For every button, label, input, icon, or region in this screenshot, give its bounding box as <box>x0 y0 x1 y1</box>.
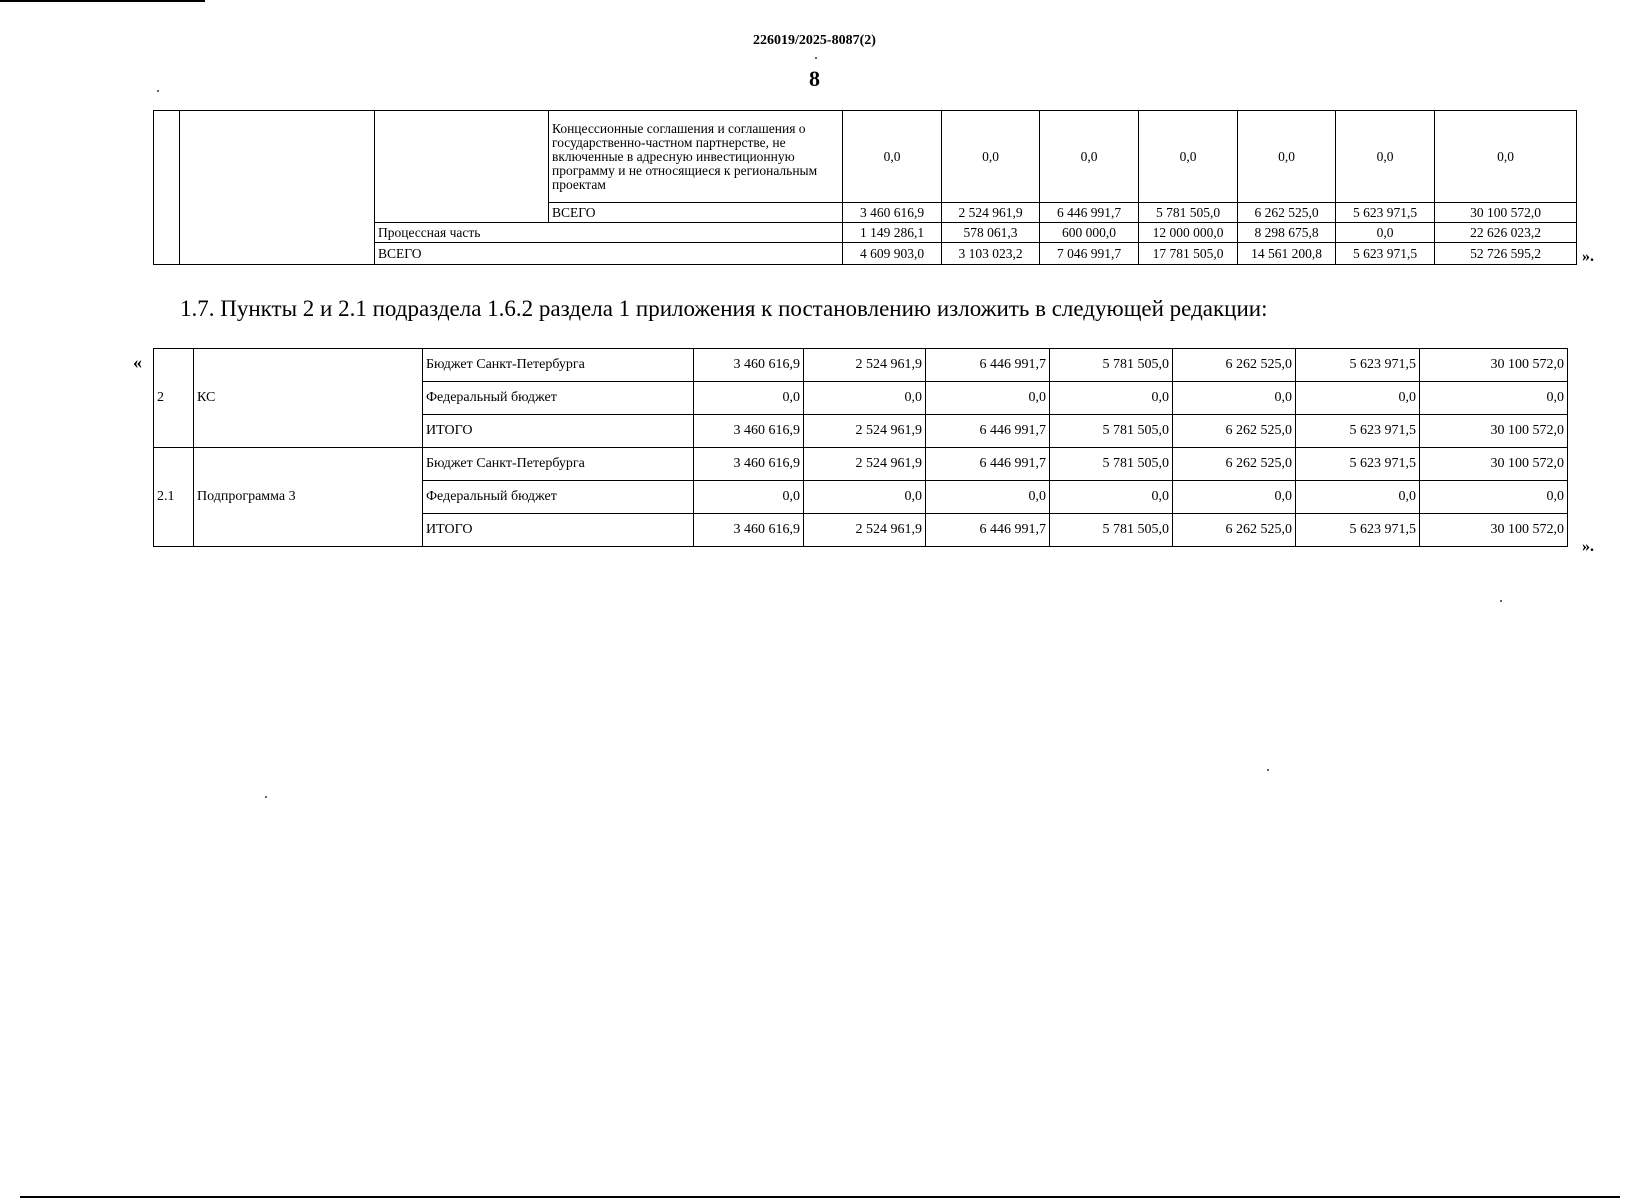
value-cell: 0,0 <box>1050 481 1173 514</box>
value-cell: 5 623 971,5 <box>1296 415 1420 448</box>
section-heading: 1.7. Пункты 2 и 2.1 подраздела 1.6.2 раздела 1 приложения к постановлению изложить в следующей редакции: <box>180 296 1268 321</box>
row-label: Федеральный бюджет <box>423 481 694 514</box>
value-cell: 0,0 <box>1173 481 1296 514</box>
row-label: Бюджет Санкт-Петербурга <box>423 349 694 382</box>
item-number: 2.1 <box>154 448 194 547</box>
item-name: КС <box>194 349 423 448</box>
value-cell: 3 460 616,9 <box>843 203 942 223</box>
row-label: Бюджет Санкт-Петербурга <box>423 448 694 481</box>
closing-quote: ». <box>1582 248 1594 265</box>
value-cell: 5 781 505,0 <box>1050 349 1173 382</box>
value-cell: 0,0 <box>1296 382 1420 415</box>
value-cell: 8 298 675,8 <box>1238 223 1336 243</box>
value-cell: 2 524 961,9 <box>804 448 926 481</box>
page-number: 8 <box>809 66 820 91</box>
value-cell: 3 103 023,2 <box>942 243 1040 265</box>
value-cell: 2 524 961,9 <box>804 514 926 547</box>
value-cell: 578 061,3 <box>942 223 1040 243</box>
budget-table-top <box>153 110 1577 265</box>
top-scan-rule <box>0 0 205 2</box>
value-cell: 30 100 572,0 <box>1420 349 1568 382</box>
value-cell: 3 460 616,9 <box>694 415 804 448</box>
value-cell: 30 100 572,0 <box>1420 415 1568 448</box>
value-cell: 6 446 991,7 <box>926 349 1050 382</box>
value-cell: 0,0 <box>942 111 1040 203</box>
value-cell: 4 609 903,0 <box>843 243 942 265</box>
opening-quote: « <box>133 352 142 372</box>
value-cell: 0,0 <box>804 481 926 514</box>
value-cell: 5 623 971,5 <box>1336 243 1435 265</box>
row-label: ИТОГО <box>423 514 694 547</box>
bottom-scan-rule <box>20 1196 1620 1198</box>
table-row <box>154 111 1577 203</box>
value-cell: 0,0 <box>1435 111 1577 203</box>
value-cell: 30 100 572,0 <box>1420 514 1568 547</box>
value-cell: 5 781 505,0 <box>1139 203 1238 223</box>
value-cell: 0,0 <box>1040 111 1139 203</box>
value-cell: 0,0 <box>1296 481 1420 514</box>
value-cell: 5 623 971,5 <box>1336 203 1435 223</box>
value-cell: 6 262 525,0 <box>1173 514 1296 547</box>
value-cell: 0,0 <box>1173 382 1296 415</box>
scan-speck <box>265 796 267 798</box>
value-cell: 6 446 991,7 <box>926 415 1050 448</box>
value-cell: 0,0 <box>926 481 1050 514</box>
value-cell: 5 623 971,5 <box>1296 448 1420 481</box>
value-cell: 6 262 525,0 <box>1173 349 1296 382</box>
value-cell: 0,0 <box>843 111 942 203</box>
row-label: Процессная часть <box>375 223 843 243</box>
row-label: Федеральный бюджет <box>423 382 694 415</box>
document-number: 226019/2025-8087(2) <box>753 33 876 48</box>
value-cell: 6 446 991,7 <box>926 514 1050 547</box>
empty-cell <box>180 111 375 265</box>
value-cell: 7 046 991,7 <box>1040 243 1139 265</box>
value-cell: 14 561 200,8 <box>1238 243 1336 265</box>
value-cell: 2 524 961,9 <box>804 349 926 382</box>
value-cell: 5 623 971,5 <box>1296 349 1420 382</box>
value-cell: 30 100 572,0 <box>1435 203 1577 223</box>
value-cell: 5 623 971,5 <box>1296 514 1420 547</box>
value-cell: 3 460 616,9 <box>694 349 804 382</box>
value-cell: 22 626 023,2 <box>1435 223 1577 243</box>
table-row <box>154 349 1568 382</box>
budget-table-bottom <box>153 348 1568 547</box>
scan-speck <box>1267 769 1269 771</box>
value-cell: 600 000,0 <box>1040 223 1139 243</box>
value-cell: 0,0 <box>1420 481 1568 514</box>
concession-label: Концессионные соглашения и соглашения о государственно-частном партнерстве, не включенные в адресную инвестиционную программу и не относящиеся к региональным проектам <box>549 111 843 203</box>
row-label: ВСЕГО <box>375 243 843 265</box>
value-cell: 5 781 505,0 <box>1050 415 1173 448</box>
value-cell: 0,0 <box>1336 223 1435 243</box>
empty-cell <box>375 111 549 223</box>
value-cell: 5 781 505,0 <box>1050 514 1173 547</box>
value-cell: 0,0 <box>926 382 1050 415</box>
value-cell: 0,0 <box>804 382 926 415</box>
value-cell: 0,0 <box>1139 111 1238 203</box>
row-label: ИТОГО <box>423 415 694 448</box>
closing-quote: ». <box>1582 538 1594 555</box>
item-number: 2 <box>154 349 194 448</box>
row-label: ВСЕГО <box>549 203 843 223</box>
value-cell: 0,0 <box>1420 382 1568 415</box>
value-cell: 30 100 572,0 <box>1420 448 1568 481</box>
scan-speck <box>815 57 817 59</box>
value-cell: 6 446 991,7 <box>1040 203 1139 223</box>
value-cell: 6 446 991,7 <box>926 448 1050 481</box>
scan-speck <box>1500 600 1502 602</box>
value-cell: 52 726 595,2 <box>1435 243 1577 265</box>
value-cell: 6 262 525,0 <box>1238 203 1336 223</box>
value-cell: 17 781 505,0 <box>1139 243 1238 265</box>
value-cell: 2 524 961,9 <box>942 203 1040 223</box>
table-row <box>154 448 1568 481</box>
value-cell: 1 149 286,1 <box>843 223 942 243</box>
value-cell: 0,0 <box>1336 111 1435 203</box>
value-cell: 5 781 505,0 <box>1050 448 1173 481</box>
value-cell: 6 262 525,0 <box>1173 448 1296 481</box>
value-cell: 3 460 616,9 <box>694 448 804 481</box>
value-cell: 12 000 000,0 <box>1139 223 1238 243</box>
scan-speck <box>157 90 159 92</box>
value-cell: 0,0 <box>694 481 804 514</box>
value-cell: 2 524 961,9 <box>804 415 926 448</box>
value-cell: 0,0 <box>1238 111 1336 203</box>
empty-cell <box>154 111 180 265</box>
value-cell: 0,0 <box>1050 382 1173 415</box>
value-cell: 3 460 616,9 <box>694 514 804 547</box>
value-cell: 6 262 525,0 <box>1173 415 1296 448</box>
item-name: Подпрограмма 3 <box>194 448 423 547</box>
value-cell: 0,0 <box>694 382 804 415</box>
